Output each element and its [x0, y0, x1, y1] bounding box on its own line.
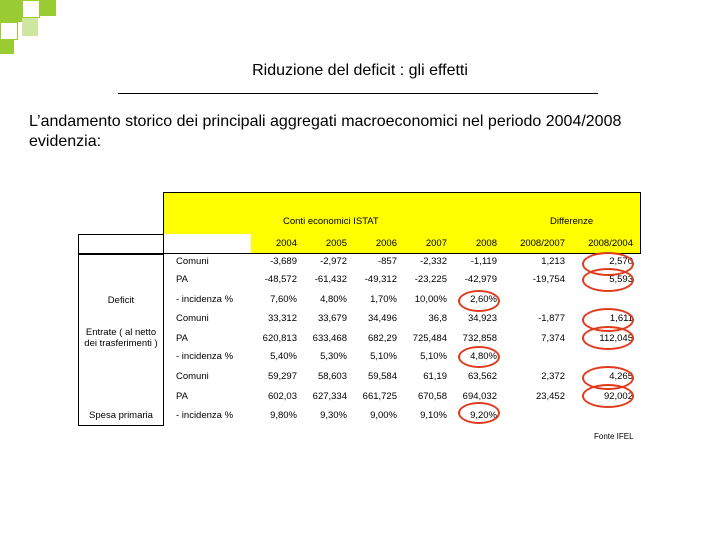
table-cell: -49,312 — [364, 274, 397, 285]
row-label: PA — [176, 333, 188, 344]
row-label-box — [78, 234, 164, 254]
table-cell: 2,60% — [470, 294, 497, 305]
table-cell: 2,570 — [609, 256, 633, 267]
table-cell: 33,312 — [267, 313, 297, 324]
table-cell: 5,40% — [270, 351, 297, 362]
table-cell: 9,20% — [470, 410, 497, 421]
table-cell: 112,045 — [599, 333, 633, 344]
source-note: Fonte IFEL — [594, 432, 634, 441]
table-cell: -42,979 — [464, 274, 497, 285]
table-cell: 34,496 — [367, 313, 397, 324]
year-2006: 2006 — [375, 238, 397, 249]
highlight-circle-spesa-pa — [582, 384, 634, 408]
table-cell: -61,432 — [314, 274, 347, 285]
diff-2008-2004: 2008/2004 — [588, 238, 633, 249]
decor-square-2 — [22, 0, 40, 18]
table-cell: 670,58 — [417, 391, 447, 402]
table-cell: 620,813 — [262, 333, 297, 344]
highlight-circle-incidenza-entrate — [458, 346, 500, 368]
year-2007: 2007 — [425, 238, 447, 249]
table-cell: 1,70% — [370, 294, 397, 305]
table-cell: 4,80% — [320, 294, 347, 305]
title-underline — [118, 93, 598, 94]
table-cell: 725,484 — [412, 333, 447, 344]
table-cell: 633,468 — [312, 333, 347, 344]
decor-square-4 — [0, 22, 18, 40]
decor-square-3 — [40, 0, 56, 16]
table-cell: 59,297 — [267, 371, 297, 382]
table-cell: 61,19 — [423, 371, 447, 382]
table-cell: 4,265 — [609, 371, 633, 382]
table-cell: 7,374 — [541, 333, 565, 344]
table-cell: -48,572 — [264, 274, 297, 285]
table-cell: 9,30% — [320, 410, 347, 421]
year-2005: 2005 — [325, 238, 347, 249]
row-label: - incidenza % — [176, 294, 234, 305]
row-label: Comuni — [176, 371, 209, 382]
header-differenze: Differenze — [550, 216, 594, 227]
table-cell: 23,452 — [535, 391, 565, 402]
row-label: Comuni — [176, 313, 209, 324]
table-cell: 1,611 — [609, 313, 633, 324]
table-cell: -19,754 — [532, 274, 565, 285]
table-cell: 33,679 — [317, 313, 347, 324]
table-cell: 9,00% — [370, 410, 397, 421]
table-cell: 627,334 — [312, 391, 347, 402]
table-cell: 63,562 — [467, 371, 497, 382]
table-cell: 59,584 — [367, 371, 397, 382]
table-cell: -23,225 — [414, 274, 447, 285]
table-cell: 661,725 — [362, 391, 397, 402]
year-2008: 2008 — [475, 238, 497, 249]
row-label: PA — [176, 274, 188, 285]
table-cell: 5,30% — [320, 351, 347, 362]
table-cell: 682,29 — [367, 333, 397, 344]
table-cell: 602,03 — [267, 391, 297, 402]
table-cell: -2,972 — [320, 256, 347, 267]
table-cell: 5,593 — [609, 274, 633, 285]
table-cell: 10,00% — [414, 294, 447, 305]
table-cell: -2,332 — [420, 256, 447, 267]
year-2004: 2004 — [275, 238, 297, 249]
highlight-circle-incidenza-spesa — [458, 402, 500, 424]
table-cell: 2,372 — [541, 371, 565, 382]
group-label-deficit: Deficit — [107, 295, 135, 306]
table-cell: 732,858 — [462, 333, 497, 344]
header-conti-economici: Conti economici ISTAT — [283, 216, 379, 227]
highlight-circle-deficit-pa — [582, 268, 634, 292]
table-cell: -1,877 — [538, 313, 565, 324]
highlight-circle-incidenza-deficit — [458, 290, 500, 312]
table-cell: 9,80% — [270, 410, 297, 421]
slide-title: Riduzione del deficit : gli effetti — [252, 62, 468, 79]
table-cell: 5,10% — [420, 351, 447, 362]
table-cell: 5,10% — [370, 351, 397, 362]
group-label-spesa: Spesa primaria — [89, 410, 153, 421]
diff-2008-2007: 2008/2007 — [520, 238, 565, 249]
highlight-circle-entrate-pa — [582, 326, 634, 350]
table-cell: -1,119 — [470, 256, 497, 267]
table-cell: 58,603 — [317, 371, 347, 382]
table-cell: 1,213 — [541, 256, 565, 267]
table-cell: 9,10% — [420, 410, 447, 421]
row-label: - incidenza % — [176, 351, 234, 362]
decor-square-5 — [22, 18, 38, 36]
row-label: - incidenza % — [176, 410, 234, 421]
row-label: Comuni — [176, 256, 209, 267]
row-label: PA — [176, 391, 188, 402]
decor-square-6 — [0, 40, 14, 54]
group-label-entrate: Entrate ( al netto dei trasferimenti ) — [84, 327, 158, 349]
table-cell: 694,032 — [462, 391, 497, 402]
table-cell: 92,002 — [603, 391, 633, 402]
table-cell: -857 — [377, 256, 397, 267]
intro-text: L’andamento storico dei principali aggregati macroeconomici nel periodo 2004/2008 evidenzia: — [29, 113, 622, 150]
decor-square-1 — [0, 0, 22, 22]
table-cell: 34,923 — [467, 313, 497, 324]
table-cell: 4,80% — [470, 351, 497, 362]
table-cell: 36,8 — [428, 313, 447, 324]
table-cell: -3,689 — [270, 256, 297, 267]
table-cell: 7,60% — [270, 294, 297, 305]
